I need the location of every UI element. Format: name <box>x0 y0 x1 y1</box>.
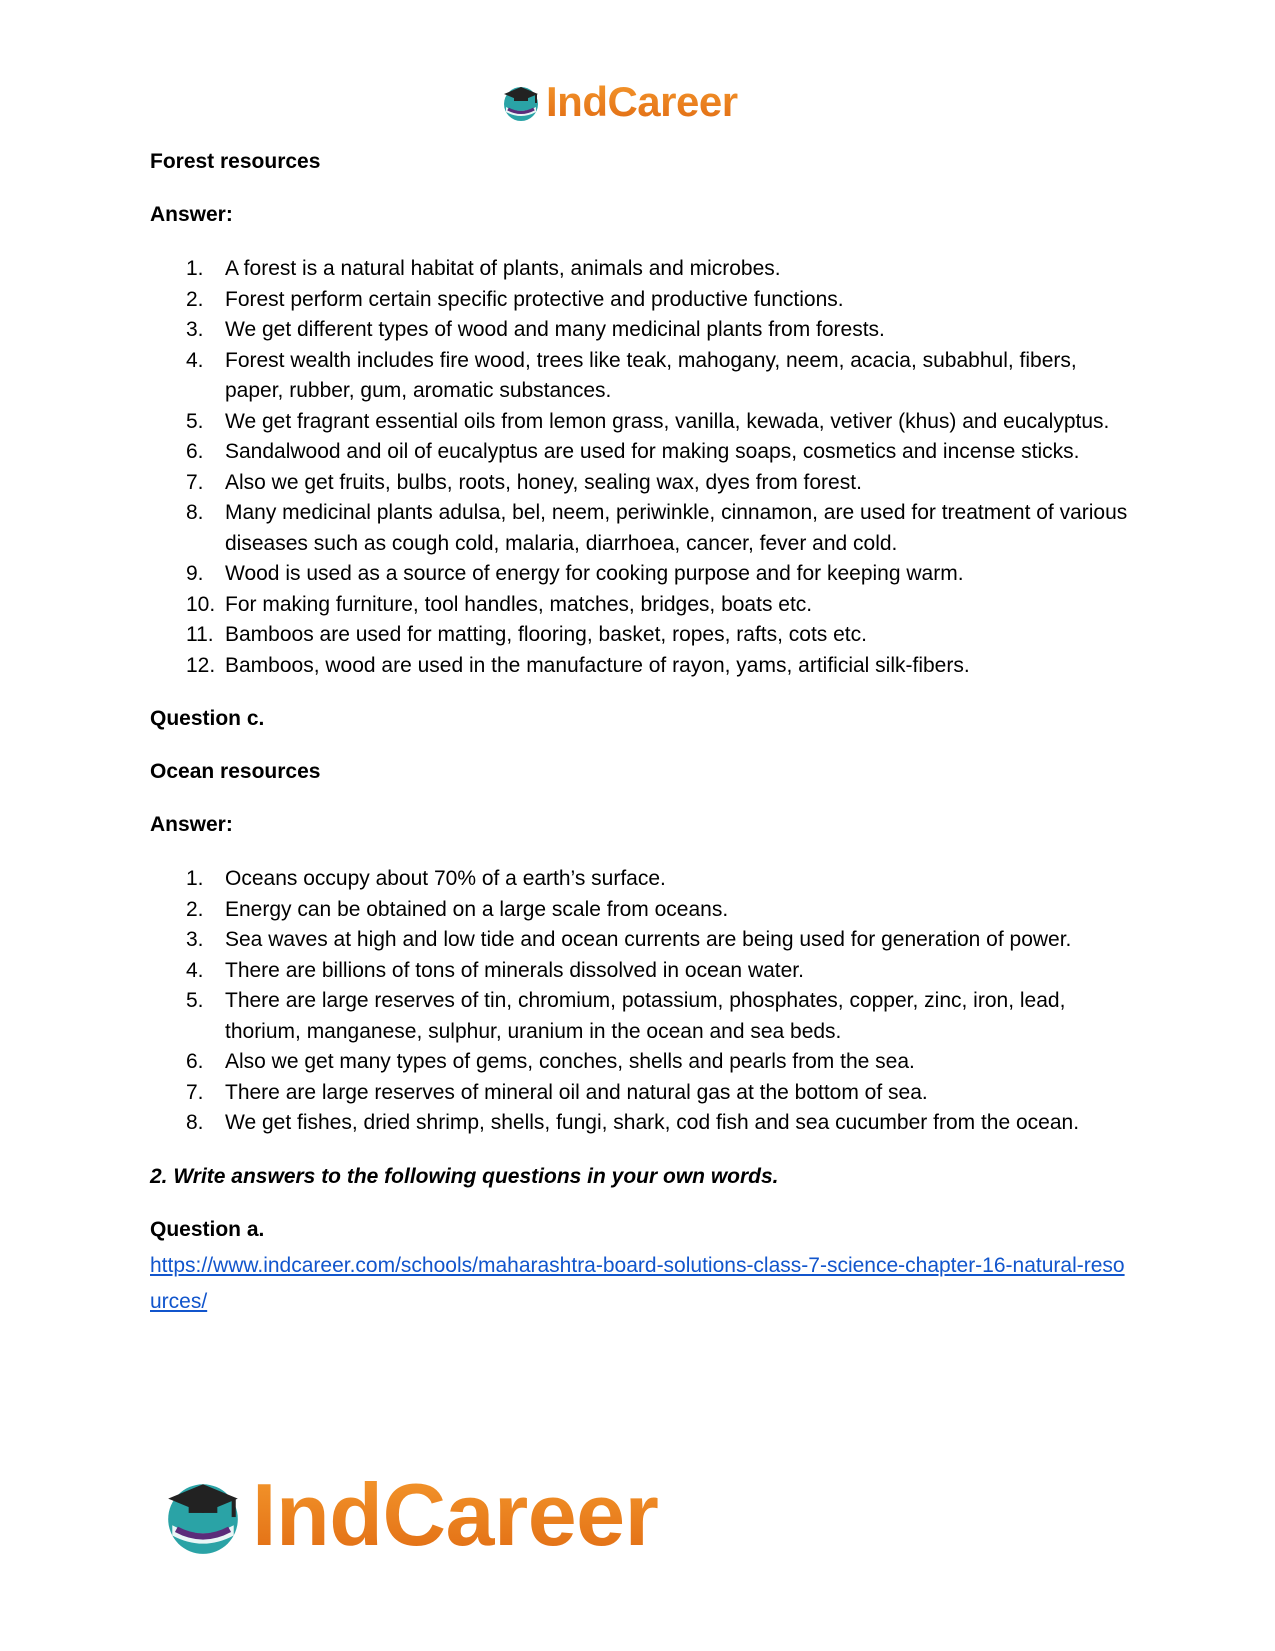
list-item-text: Bamboos are used for matting, flooring, basket, ropes, rafts, cots etc. <box>225 623 867 646</box>
list-item <box>150 1078 1130 1109</box>
list-item-text: A forest is a natural habitat of plants, animals and microbes. <box>225 257 781 280</box>
list-item-text: Forest perform certain specific protective and productive functions. <box>225 287 844 311</box>
ocean-resources-list <box>150 864 1130 1139</box>
list-item <box>150 590 1130 621</box>
list-item-number: 12. <box>186 653 216 677</box>
list-item-number: 4. <box>186 348 204 372</box>
ocean-resources-title: Ocean resources <box>150 760 321 783</box>
list-item-text: Sea waves at high and low tide and ocean currents are being used for generation of power. <box>225 928 1072 951</box>
list-item-text: For making furniture, tool handles, matches, bridges, boats etc. <box>225 592 813 616</box>
list-item-number: 1. <box>186 257 204 280</box>
list-item <box>150 346 1130 407</box>
list-item <box>150 895 1130 926</box>
list-item <box>150 925 1130 956</box>
list-item-text: Also we get fruits, bulbs, roots, honey, sealing wax, dyes from forest. <box>225 470 862 494</box>
list-item-number: 3. <box>186 318 204 341</box>
question-a-label: Question a. <box>150 1217 265 1241</box>
list-item-number: 6. <box>186 1050 204 1073</box>
logo-wordmark: IndCareer <box>252 1465 659 1564</box>
list-item-text: Bamboos, wood are used in the manufacture of rayon, yams, artificial silk-fibers. <box>225 653 970 677</box>
list-item-text: Energy can be obtained on a large scale from oceans. <box>225 897 729 921</box>
ocean-answer-label: Answer: <box>150 813 233 836</box>
forest-resources-title: Forest resources <box>150 150 321 173</box>
footer-url-link[interactable]: https://www.indcareer.com/schools/maharashtra-board-solutions-class-7-science-chapter-16-natural-resources/ <box>150 1253 1125 1313</box>
list-item <box>150 559 1130 590</box>
list-item <box>150 1047 1130 1078</box>
list-item-number: 8. <box>186 501 204 524</box>
list-item-number: 2. <box>186 287 204 311</box>
indcareer-logo-bottom <box>160 1465 659 1564</box>
list-item-number: 11. <box>186 623 214 646</box>
list-item-text: There are large reserves of mineral oil and natural gas at the bottom of sea. <box>225 1080 928 1104</box>
list-item <box>150 468 1130 499</box>
list-item <box>150 956 1130 987</box>
list-item-number: 1. <box>186 867 204 890</box>
list-item <box>150 986 1130 1047</box>
logo-wordmark: IndCareer <box>546 78 738 125</box>
list-item <box>150 498 1130 559</box>
graduation-cap-globe-icon <box>500 81 542 123</box>
list-item-number: 7. <box>186 1080 204 1104</box>
list-item-number: 8. <box>186 1111 204 1134</box>
list-item-number: 5. <box>186 409 204 433</box>
list-item <box>150 315 1130 346</box>
forest-answer-label: Answer: <box>150 203 233 226</box>
list-item-text: There are billions of tons of minerals dissolved in ocean water. <box>225 958 804 982</box>
list-item <box>150 620 1130 651</box>
question-c-label: Question c. <box>150 707 265 730</box>
list-item-text: There are large reserves of tin, chromium, potassium, phosphates, copper, zinc, iron, lead, thorium, manganese, sulphur, uranium in the ocean and sea beds. <box>225 989 1066 1043</box>
section-2-heading: 2. Write answers to the following questions in your own words. <box>150 1164 779 1188</box>
list-item <box>150 864 1130 895</box>
list-item-text: Wood is used as a source of energy for cooking purpose and for keeping warm. <box>225 562 964 585</box>
list-item-number: 7. <box>186 470 204 494</box>
forest-resources-list <box>150 254 1130 681</box>
list-item-text: Sandalwood and oil of eucalyptus are used for making soaps, cosmetics and incense sticks. <box>225 440 1080 463</box>
list-item-text: Many medicinal plants adulsa, bel, neem, periwinkle, cinnamon, are used for treatment of various diseases such as cough cold, malaria, diarrhoea, cancer, fever and cold. <box>225 501 1128 555</box>
list-item-number: 6. <box>186 440 204 463</box>
list-item-number: 5. <box>186 989 204 1012</box>
list-item-text: We get different types of wood and many medicinal plants from forests. <box>225 318 885 341</box>
list-item-number: 2. <box>186 897 204 921</box>
list-item <box>150 407 1130 438</box>
list-item-text: We get fragrant essential oils from lemon grass, vanilla, kewada, vetiver (khus) and eucalyptus. <box>225 409 1110 433</box>
list-item <box>150 651 1130 682</box>
list-item-text: Also we get many types of gems, conches, shells and pearls from the sea. <box>225 1050 915 1073</box>
list-item <box>150 254 1130 285</box>
list-item <box>150 437 1130 468</box>
graduation-cap-globe-icon <box>160 1472 246 1558</box>
list-item-number: 3. <box>186 928 204 951</box>
document-body <box>150 148 1130 1320</box>
indcareer-logo-top <box>500 80 738 124</box>
list-item-text: We get fishes, dried shrimp, shells, fungi, shark, cod fish and sea cucumber from the ocean. <box>225 1111 1080 1134</box>
list-item-number: 10. <box>186 592 216 616</box>
list-item <box>150 285 1130 316</box>
list-item <box>150 1108 1130 1139</box>
list-item-number: 4. <box>186 958 204 982</box>
list-item-text: Oceans occupy about 70% of a earth’s surface. <box>225 867 666 890</box>
list-item-text: Forest wealth includes fire wood, trees like teak, mahogany, neem, acacia, subabhul, fibers, paper, rubber, gum, aromatic substances. <box>225 348 1077 402</box>
list-item-number: 9. <box>186 562 204 585</box>
